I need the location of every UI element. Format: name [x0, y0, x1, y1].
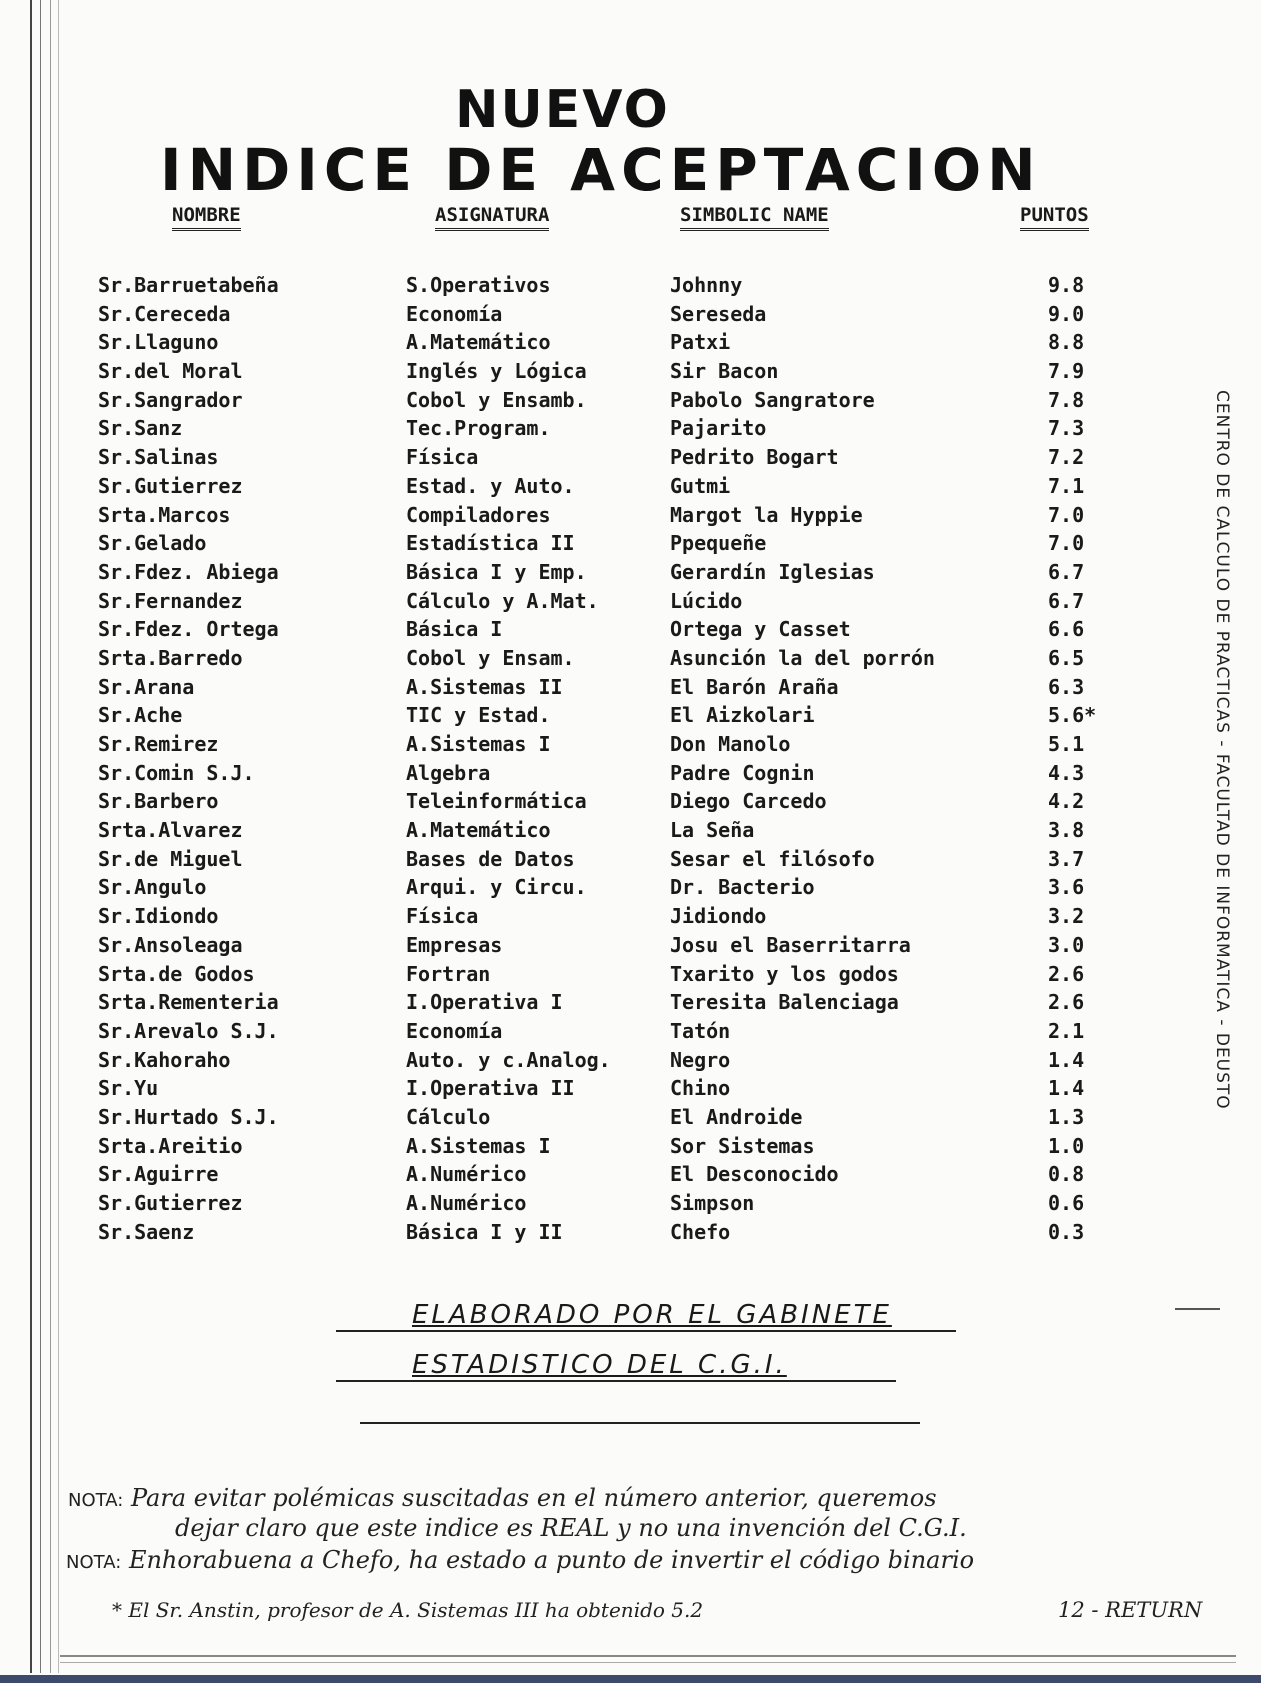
cell-simbolic-name: Sor Sistemas: [670, 1133, 815, 1158]
cell-nombre: Srta.Alvarez: [98, 818, 243, 843]
table-row: [0, 302, 1150, 331]
table-row: [0, 1220, 1150, 1249]
table-row: [0, 818, 1150, 847]
cell-puntos: 0.8: [1048, 1162, 1085, 1187]
table-row: [0, 646, 1150, 675]
cell-puntos: 3.2: [1048, 904, 1085, 929]
cell-nombre: Sr.Fernandez: [98, 588, 243, 613]
divider: [1175, 1308, 1220, 1310]
cell-asignatura: S.Operativos: [406, 273, 551, 297]
cell-nombre: Srta.de Godos: [98, 961, 255, 986]
elaborado-line1: ELABORADO POR EL GABINETE: [412, 1300, 892, 1330]
table-row: [0, 875, 1150, 904]
cell-puntos: 2.1: [1048, 1018, 1085, 1043]
table-row: [0, 445, 1150, 474]
cell-nombre: Sr.Gelado: [98, 531, 207, 556]
cell-simbolic-name: Ortega y Casset: [670, 617, 851, 642]
table-row: [0, 847, 1150, 876]
table-row: [0, 1134, 1150, 1163]
cell-nombre: Sr.de Miguel: [98, 846, 243, 871]
table-row: [0, 675, 1150, 704]
cell-simbolic-name: Lúcido: [670, 588, 743, 613]
cell-asignatura: Básica I: [406, 617, 503, 642]
cell-simbolic-name: Jidiondo: [670, 904, 767, 929]
cell-nombre: Sr.Gutierrez: [98, 1191, 243, 1215]
cell-simbolic-name: El Barón Araña: [670, 674, 839, 699]
cell-nombre: Sr.Sanz: [98, 416, 183, 441]
table-row: [0, 904, 1150, 933]
table-row: [0, 330, 1150, 359]
table-row: [0, 732, 1150, 761]
table-row: [0, 1105, 1150, 1134]
table-row: [0, 617, 1150, 646]
cell-simbolic-name: Josu el Baserritarra: [670, 932, 911, 957]
cell-asignatura: I.Operativa II: [406, 1076, 575, 1101]
cell-puntos: 1.3: [1048, 1104, 1085, 1129]
cell-asignatura: A.Matemático: [406, 330, 551, 355]
cell-puntos: 6.7: [1048, 559, 1085, 584]
cell-asignatura: Arqui. y Circu.: [406, 875, 587, 900]
cell-simbolic-name: Simpson: [670, 1191, 755, 1215]
cell-simbolic-name: Gerardín Iglesias: [670, 559, 875, 584]
nota1-line1: Para evitar polémicas suscitadas en el número anterior, queremos: [130, 1484, 937, 1512]
nota2-label: NOTA:: [66, 1552, 122, 1573]
cell-simbolic-name: Chefo: [670, 1219, 731, 1244]
cell-asignatura: Algebra: [406, 760, 491, 785]
cell-asignatura: A.Numérico: [406, 1162, 527, 1187]
nota2: [66, 1546, 974, 1574]
side-stamp-text: CENTRO DE CALCULO DE PRACTICAS - FACULTAD DE INFORMATICA - DEUSTO: [1212, 390, 1232, 1110]
table-row: [0, 416, 1150, 445]
cell-asignatura: Economía: [406, 301, 503, 326]
cell-simbolic-name: Johnny: [670, 273, 743, 297]
cell-simbolic-name: Pajarito: [670, 416, 767, 441]
header-nombre: NOMBRE: [172, 204, 241, 231]
cell-asignatura: Fortran: [406, 961, 491, 986]
table-row: [0, 388, 1150, 417]
cell-nombre: Sr.Cereceda: [98, 301, 231, 326]
cell-asignatura: Cobol y Ensam.: [406, 645, 575, 670]
cell-nombre: Sr.Barruetabeña: [98, 273, 279, 297]
cell-simbolic-name: Asunción la del porrón: [670, 645, 935, 670]
cell-asignatura: A.Sistemas I: [406, 1133, 551, 1158]
cell-simbolic-name: Sir Bacon: [670, 359, 779, 384]
cell-puntos: 6.6: [1048, 617, 1085, 642]
cell-asignatura: Empresas: [406, 932, 503, 957]
cell-asignatura: TIC y Estad.: [406, 703, 551, 728]
table-row: [0, 560, 1150, 589]
cell-nombre: Sr.Arana: [98, 674, 195, 699]
cell-puntos: 6.3: [1048, 674, 1085, 699]
cell-asignatura: A.Matemático: [406, 818, 551, 843]
cell-asignatura: Compiladores: [406, 502, 551, 527]
cell-nombre: Srta.Barredo: [98, 645, 243, 670]
cell-simbolic-name: La Seña: [670, 818, 755, 843]
cell-simbolic-name: Gutmi: [670, 473, 731, 498]
table-row: [0, 1191, 1150, 1220]
cell-nombre: Sr.Fdez. Abiega: [98, 559, 279, 584]
header-simbolic-name: SIMBOLIC NAME: [680, 204, 829, 231]
cell-simbolic-name: Negro: [670, 1047, 731, 1072]
cell-asignatura: Física: [406, 904, 479, 929]
cell-puntos: 7.3: [1048, 416, 1085, 441]
cell-simbolic-name: Dr. Bacterio: [670, 875, 815, 900]
cell-asignatura: Cálculo y A.Mat.: [406, 588, 599, 613]
cell-puntos: 7.0: [1048, 531, 1085, 556]
cell-simbolic-name: Sereseda: [670, 301, 767, 326]
cell-asignatura: Tec.Program.: [406, 416, 551, 441]
cell-nombre: Sr.Ache: [98, 703, 183, 728]
cell-nombre: Sr.Gutierrez: [98, 473, 243, 498]
cell-nombre: Sr.Yu: [98, 1076, 159, 1101]
elaborado-line2: ESTADISTICO DEL C.G.I.: [412, 1350, 787, 1380]
title-line2: INDICE DE ACEPTACION: [160, 136, 1042, 204]
cell-puntos: 0.3: [1048, 1219, 1085, 1244]
cell-nombre: Sr.Sangrador: [98, 387, 243, 412]
cell-simbolic-name: Don Manolo: [670, 732, 791, 756]
table-row: [0, 1076, 1150, 1105]
cell-simbolic-name: Chino: [670, 1076, 731, 1101]
cell-simbolic-name: El Androide: [670, 1104, 803, 1129]
cell-puntos: 6.7: [1048, 588, 1085, 613]
table-row: [0, 273, 1150, 302]
cell-puntos: 9.8: [1048, 273, 1085, 297]
cell-puntos: 4.2: [1048, 789, 1085, 814]
cell-nombre: Sr.Salinas: [98, 445, 219, 470]
nota2-text: Enhorabuena a Chefo, ha estado a punto de invertir el código binario: [128, 1546, 975, 1574]
cell-asignatura: Estad. y Auto.: [406, 473, 575, 498]
cell-nombre: Sr.Fdez. Ortega: [98, 617, 279, 642]
cell-simbolic-name: Ppequeñe: [670, 531, 767, 556]
cell-nombre: Sr.Barbero: [98, 789, 219, 814]
cell-nombre: Sr.Angulo: [98, 875, 207, 900]
cell-simbolic-name: Diego Carcedo: [670, 789, 827, 814]
table-row: [0, 789, 1150, 818]
nota1-line2: dejar claro que este indice es REAL y no una invención del C.G.I.: [175, 1514, 967, 1542]
cell-puntos: 7.1: [1048, 473, 1085, 498]
cell-asignatura: A.Sistemas I: [406, 732, 551, 756]
cell-puntos: 9.0: [1048, 301, 1085, 326]
footnote: * El Sr. Anstin, profesor de A. Sistemas III ha obtenido 5.2: [112, 1598, 704, 1622]
cell-puntos: 7.2: [1048, 445, 1085, 470]
nota1: [68, 1484, 937, 1512]
cell-asignatura: Estadística II: [406, 531, 575, 556]
cell-puntos: 7.8: [1048, 387, 1085, 412]
table-row: [0, 962, 1150, 991]
table-row: [0, 1019, 1150, 1048]
cell-simbolic-name: El Desconocido: [670, 1162, 839, 1187]
cell-puntos: 1.4: [1048, 1047, 1085, 1072]
title-line1: NUEVO: [455, 80, 670, 140]
cell-nombre: Srta.Areitio: [98, 1133, 243, 1158]
divider: [360, 1422, 920, 1424]
cell-nombre: Sr.Kahoraho: [98, 1047, 231, 1072]
ranking-table: [0, 273, 1150, 1248]
cell-puntos: 2.6: [1048, 990, 1085, 1015]
cell-asignatura: I.Operativa I: [406, 990, 563, 1015]
cell-simbolic-name: Tatón: [670, 1018, 731, 1043]
cell-puntos: 6.5: [1048, 645, 1085, 670]
cell-simbolic-name: Teresita Balenciaga: [670, 990, 899, 1015]
table-row: [0, 1162, 1150, 1191]
cell-simbolic-name: Sesar el filósofo: [670, 846, 875, 871]
cell-nombre: Sr.del Moral: [98, 359, 243, 384]
cell-nombre: Sr.Hurtado S.J.: [98, 1104, 279, 1129]
cell-puntos: 8.8: [1048, 330, 1085, 355]
cell-nombre: Sr.Ansoleaga: [98, 932, 243, 957]
cell-nombre: Srta.Rementeria: [98, 990, 279, 1015]
table-row: [0, 1048, 1150, 1077]
table-row: [0, 990, 1150, 1019]
cell-puntos: 1.0: [1048, 1133, 1085, 1158]
cell-asignatura: Cálculo: [406, 1104, 491, 1129]
table-row: [0, 474, 1150, 503]
cell-asignatura: Inglés y Lógica: [406, 359, 587, 384]
cell-puntos: 7.9: [1048, 359, 1085, 384]
cell-asignatura: Básica I y II: [406, 1219, 563, 1244]
divider: [336, 1330, 956, 1332]
cell-asignatura: Básica I y Emp.: [406, 559, 587, 584]
table-row: [0, 503, 1150, 532]
cell-asignatura: Teleinformática: [406, 789, 587, 814]
cell-puntos: 3.8: [1048, 818, 1085, 843]
cell-asignatura: Auto. y c.Analog.: [406, 1047, 611, 1072]
cell-simbolic-name: Margot la Hyppie: [670, 502, 863, 527]
page-edge: [60, 1655, 1236, 1657]
table-row: [0, 589, 1150, 618]
cell-puntos: 2.6: [1048, 961, 1085, 986]
table-row: [0, 359, 1150, 388]
cell-asignatura: Economía: [406, 1018, 503, 1043]
cell-nombre: Srta.Marcos: [98, 502, 231, 527]
cell-asignatura: Cobol y Ensamb.: [406, 387, 587, 412]
cell-nombre: Sr.Comin S.J.: [98, 760, 255, 785]
divider: [336, 1380, 896, 1382]
page-edge: [60, 1662, 1236, 1663]
cell-simbolic-name: El Aizkolari: [670, 703, 815, 728]
cell-asignatura: A.Sistemas II: [406, 674, 563, 699]
cell-simbolic-name: Pedrito Bogart: [670, 445, 839, 470]
cell-puntos: 3.7: [1048, 846, 1085, 871]
nota1-label: NOTA:: [68, 1490, 124, 1511]
cell-nombre: Sr.Idiondo: [98, 904, 219, 929]
table-row: [0, 761, 1150, 790]
cell-puntos: 0.6: [1048, 1191, 1085, 1215]
cell-asignatura: Bases de Datos: [406, 846, 575, 871]
cell-puntos: 7.0: [1048, 502, 1085, 527]
cell-nombre: Sr.Aguirre: [98, 1162, 219, 1187]
cell-puntos: 5.1: [1048, 732, 1085, 756]
table-row: [0, 703, 1150, 732]
cell-puntos: 4.3: [1048, 760, 1085, 785]
cell-nombre: Sr.Remirez: [98, 732, 219, 756]
cell-simbolic-name: Patxi: [670, 330, 731, 355]
cell-simbolic-name: Pabolo Sangratore: [670, 387, 875, 412]
cell-puntos: 3.0: [1048, 932, 1085, 957]
cell-puntos: 5.6*: [1048, 703, 1097, 728]
cell-asignatura: Física: [406, 445, 479, 470]
table-row: [0, 933, 1150, 962]
cell-nombre: Sr.Saenz: [98, 1219, 195, 1244]
cell-simbolic-name: Txarito y los godos: [670, 961, 899, 986]
cell-puntos: 3.6: [1048, 875, 1085, 900]
scan-border: [0, 1675, 1261, 1683]
page-number: 12 - RETURN: [1058, 1598, 1203, 1622]
cell-simbolic-name: Padre Cognin: [670, 760, 815, 785]
table-row: [0, 531, 1150, 560]
cell-nombre: Sr.Llaguno: [98, 330, 219, 355]
cell-asignatura: A.Numérico: [406, 1191, 527, 1215]
header-asignatura: ASIGNATURA: [435, 204, 549, 231]
cell-nombre: Sr.Arevalo S.J.: [98, 1018, 279, 1043]
header-puntos: PUNTOS: [1020, 204, 1089, 231]
cell-puntos: 1.4: [1048, 1076, 1085, 1101]
